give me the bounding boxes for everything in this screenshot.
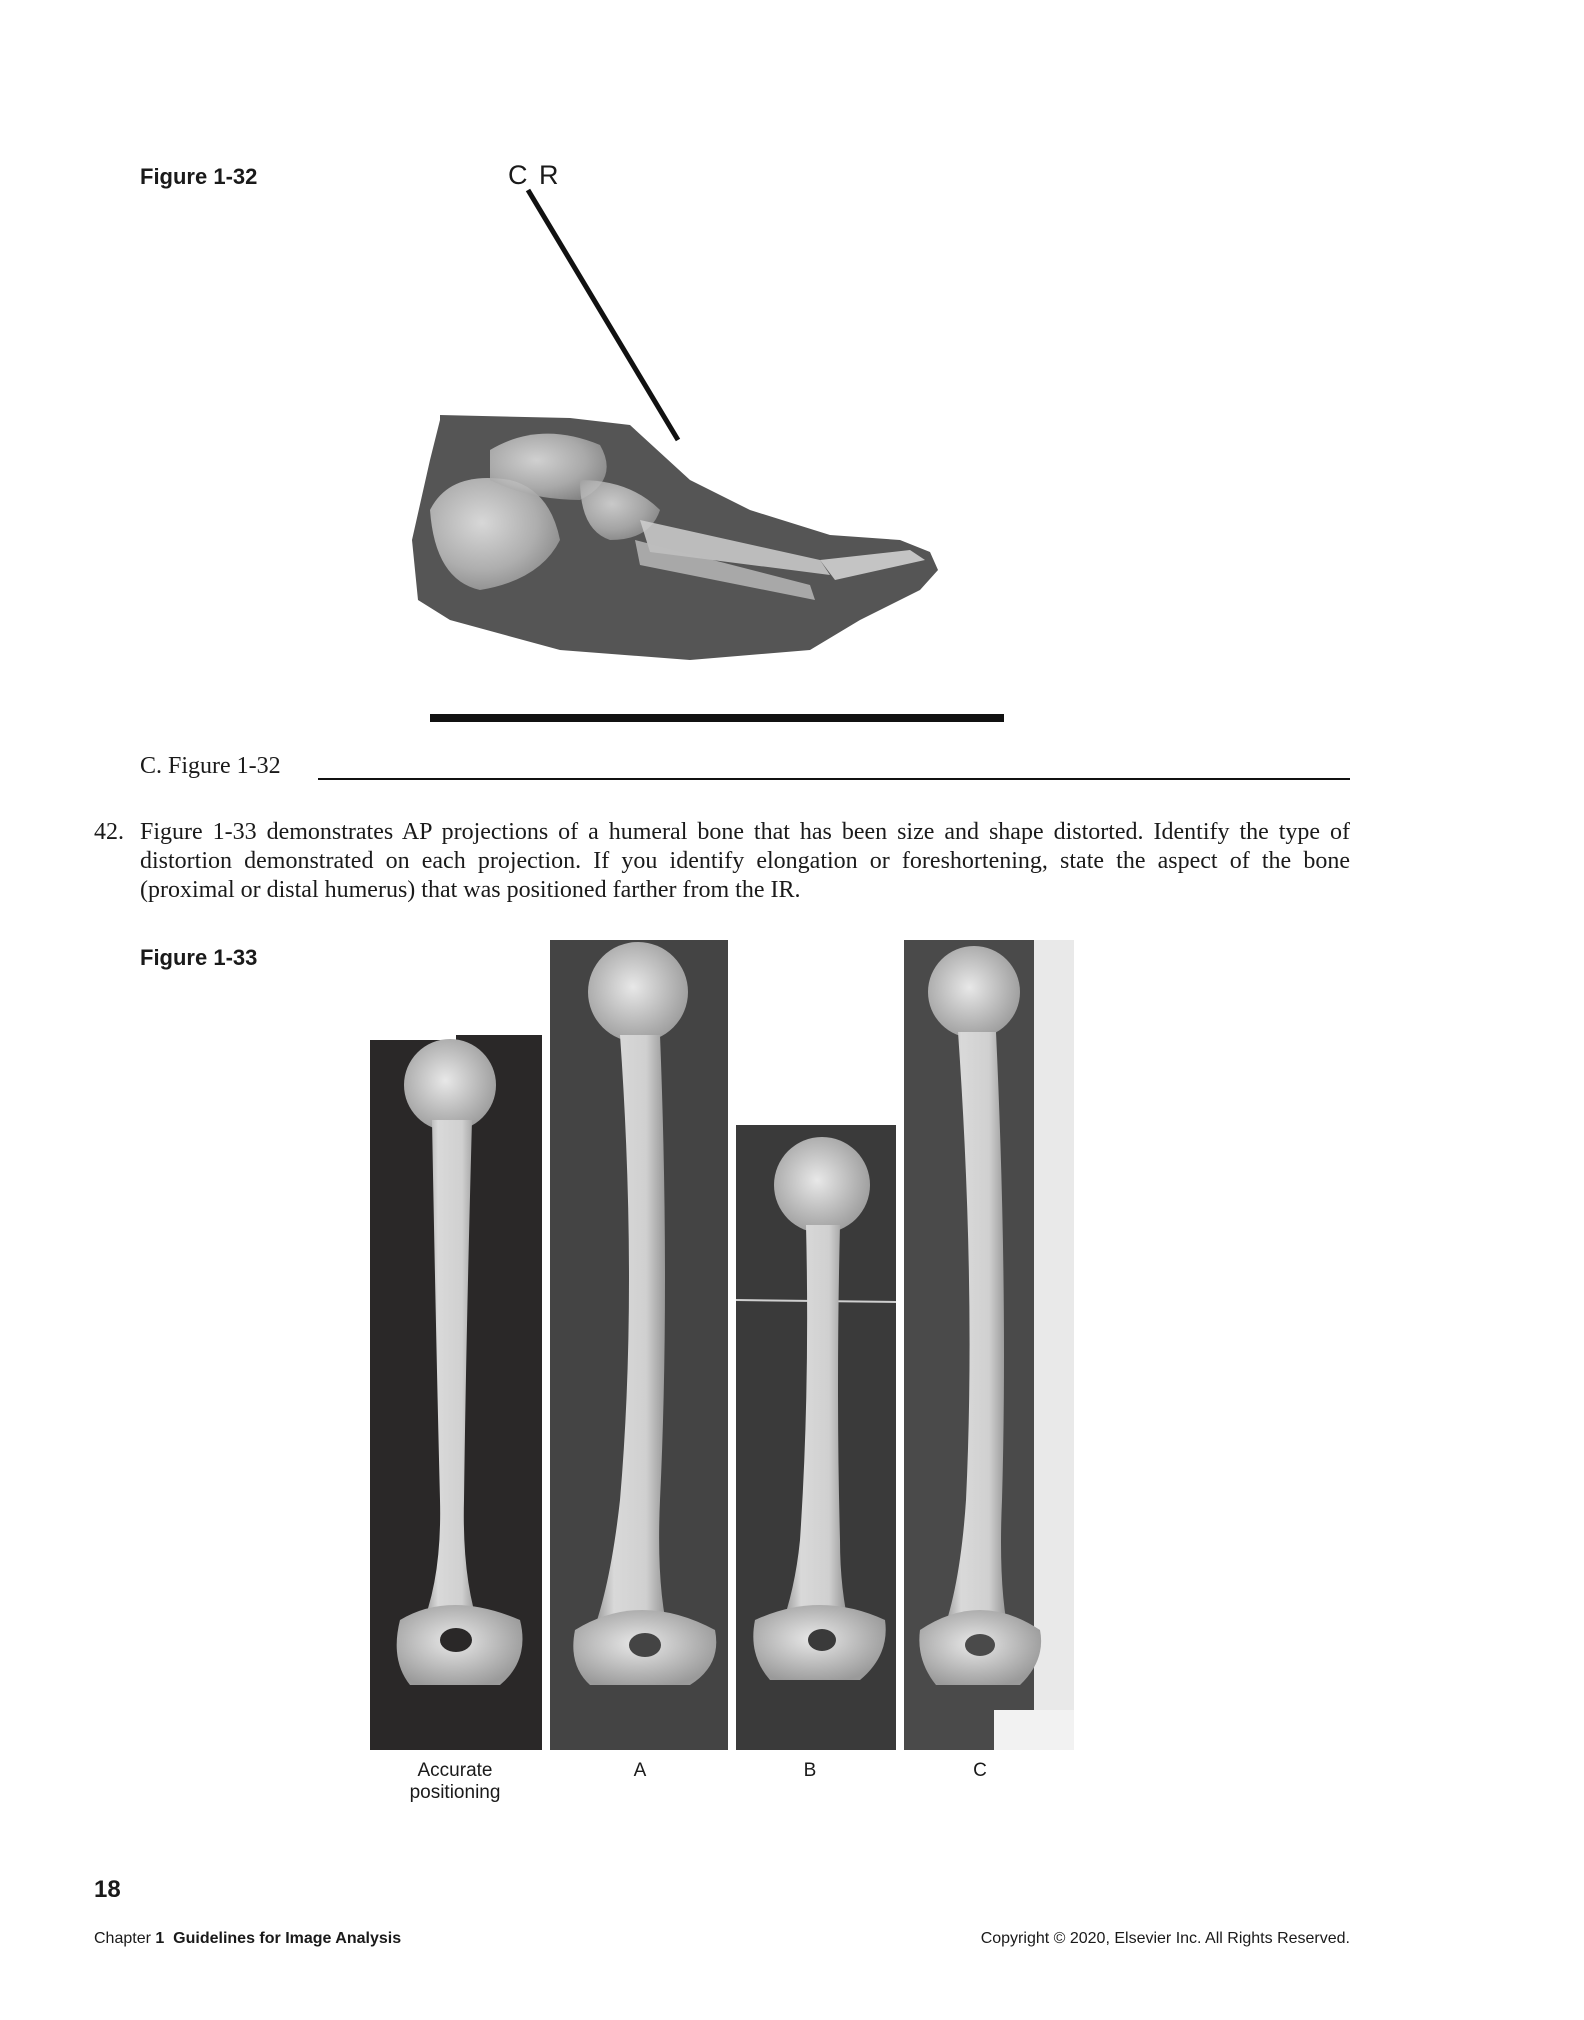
footer-chapter-number: 1 (155, 1930, 165, 1947)
caption-accurate-positioning: Accurate positioning (409, 1760, 501, 1803)
footer-copyright: Copyright © 2020, Elsevier Inc. All Rights Reserved. (980, 1930, 1350, 1947)
radiograph-accurate-positioning (370, 1035, 542, 1750)
footer-chapter-prefix: Chapter (94, 1930, 151, 1947)
answer-c-label: C. Figure 1-32 (140, 753, 281, 779)
central-ray-label: C R (508, 160, 561, 190)
footer-chapter (94, 1930, 401, 1948)
foot-radiograph-figure (390, 180, 1010, 740)
figure-1-32-label: Figure 1-32 (140, 164, 258, 189)
radiograph-b (736, 1125, 896, 1750)
question-number: 42. (94, 819, 124, 845)
answer-c-line[interactable] (318, 776, 1350, 780)
radiograph-c (904, 940, 1074, 1750)
image-receptor-bar (430, 714, 1004, 722)
footer-chapter-title: Guidelines for Image Analysis (173, 1930, 402, 1947)
page-number: 18 (94, 1876, 121, 1903)
central-ray-line (528, 190, 678, 440)
caption-b: B (803, 1760, 817, 1781)
caption-c: C (973, 1760, 987, 1781)
radiograph-a (550, 940, 728, 1750)
question-text: Figure 1-33 demonstrates AP projections of a humeral bone that has been size and shape distorted. Identify the type of distortion demonstrated on each projection. If you identify elongation or foreshortening, state the aspect of the bone (proximal or distal humerus) that was positioned farther from the IR. (140, 819, 1350, 903)
caption-a: A (633, 1760, 647, 1781)
humerus-radiographs-figure (370, 940, 1080, 1750)
figure-1-33-label: Figure 1-33 (140, 945, 258, 970)
